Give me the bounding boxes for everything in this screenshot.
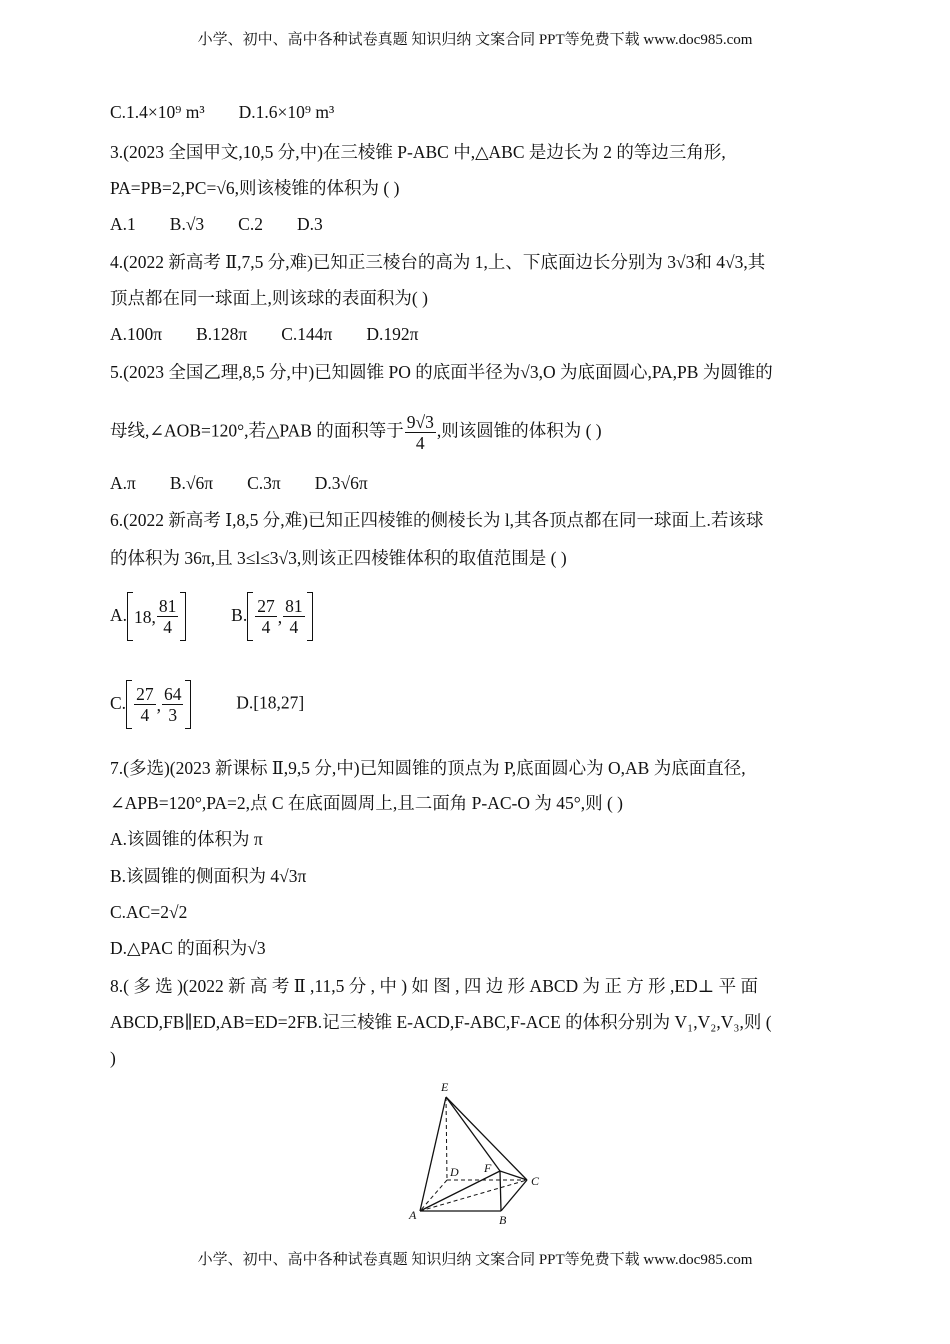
page-header: 小学、初中、高中各种试卷真题 知识归纳 文案合同 PPT等免费下载 www.doc985.com: [197, 32, 753, 48]
label-f: F: [484, 1161, 492, 1175]
q4-stem-line1: 4.(2022 新高考 Ⅱ,7,5 分,难)已知正三棱台的高为 1,上、下底面边长分别为 3√3和 4√3,其: [110, 252, 766, 272]
interval-left: 18: [134, 606, 152, 627]
fraction: [255, 596, 277, 637]
q2-options: [110, 101, 368, 123]
option-label: A.: [110, 604, 128, 625]
q7-option-c: C.AC=2√2: [110, 902, 188, 922]
option: A.100π: [110, 324, 163, 344]
denominator: 3: [168, 705, 178, 725]
denominator: 4: [140, 705, 150, 725]
q6-stem-line2: 的体积为 36π,且 3≤l≤3√3,则该正四棱锥体积的取值范围是 ( ): [110, 548, 567, 568]
q7-option-a: A.该圆锥的体积为 π: [110, 829, 263, 849]
page-footer: 小学、初中、高中各种试卷真题 知识归纳 文案合同 PPT等免费下载 www.doc985.com: [197, 1252, 753, 1268]
interval: 18 , $\frac{81}{4}$: [127, 592, 186, 641]
option: A.1: [110, 214, 136, 234]
option: A.π: [110, 473, 136, 493]
interval: $\frac{27}{4}$ , $\frac{64}{3}$: [126, 680, 191, 729]
option: D.3√6π: [314, 473, 368, 493]
option: D.1.6×10⁹ m³: [238, 102, 335, 122]
option: C.3π: [247, 473, 281, 493]
q6-options-ab: [110, 592, 313, 641]
q8-stem-line1: 8.( 多 选 )(2022 新 高 考 Ⅱ ,11,5 分 , 中 ) 如 图 , 四 边 形 ABCD 为 正 方 形 ,ED⊥ 平 面: [110, 976, 758, 996]
q7-stem-line1: 7.(多选)(2023 新课标 Ⅱ,9,5 分,中)已知圆锥的顶点为 P,底面圆心为 O,AB 为底面直径,: [110, 758, 746, 778]
option: C.144π: [281, 324, 333, 344]
q3-options: [110, 213, 357, 235]
fraction: [405, 412, 436, 453]
q8-stem-line3: ): [110, 1048, 116, 1068]
option: D.3: [296, 214, 323, 234]
option: C.1.4×10⁹ m³: [110, 102, 205, 122]
option: D.192π: [366, 324, 419, 344]
text: ,则该圆锥的体积为 ( ): [436, 420, 602, 441]
option-c: [110, 684, 191, 725]
label-e: E: [441, 1080, 449, 1094]
text: 母线,∠AOB=120°,若△PAB 的面积等于: [110, 420, 404, 441]
option-label: C.: [110, 692, 127, 713]
q5-options: [110, 472, 402, 494]
numerator: 81: [158, 596, 177, 616]
numerator: 9√3: [406, 412, 434, 432]
q3-stem-line1: 3.(2023 全国甲文,10,5 分,中)在三棱锥 P-ABC 中,△ABC 是边长为 2 的等边三角形,: [110, 142, 726, 162]
fraction: [162, 684, 184, 725]
label-c: C: [531, 1174, 540, 1188]
q3-stem-line2: PA=PB=2,PC=√6,则该棱锥的体积为 ( ): [110, 178, 400, 198]
q7-option-b: B.该圆锥的侧面积为 4√3π: [110, 866, 307, 886]
q7-stem-line2: ∠APB=120°,PA=2,点 C 在底面圆周上,且二面角 P-AC-O 为 45°,则 ( ): [110, 793, 623, 813]
q5-stem-line1: 5.(2023 全国乙理,8,5 分,中)已知圆锥 PO 的底面半径为√3,O 为底面圆心,PA,PB 为圆锥的: [110, 362, 773, 382]
q8-stem-line2: ABCD,FB∥ED,AB=ED=2FB.记三棱锥 E-ACD,F-ABC,F-ACE 的体积分别为 V₁,V₂,V₃,则 (: [110, 1012, 772, 1032]
fraction: [283, 596, 305, 637]
numerator: 81: [285, 596, 303, 616]
option-d: D.[18,27]: [236, 692, 305, 713]
option-a: [110, 596, 186, 637]
denominator: 4: [163, 617, 173, 637]
numerator: 27: [257, 596, 275, 616]
option-label: B.: [231, 604, 248, 625]
option: C.2: [238, 214, 263, 234]
q6-options-cd: [110, 680, 304, 729]
fraction: [157, 596, 179, 637]
denominator: 4: [289, 617, 299, 637]
q6-stem-line1: 6.(2022 新高考 Ⅰ,8,5 分,难)已知正四棱锥的侧棱长为 l,其各顶点都在同一球面上.若该球: [110, 510, 764, 530]
pyramid-figure: [400, 1075, 560, 1230]
denominator: 4: [261, 617, 271, 637]
numerator: 27: [136, 684, 154, 704]
option: B.√3: [169, 214, 205, 234]
option-b: [231, 596, 312, 637]
option: B.√6π: [169, 473, 214, 493]
label-b: B: [499, 1213, 507, 1227]
fraction: [134, 684, 156, 725]
denominator: 4: [415, 433, 425, 453]
q5-stem-line2: [110, 412, 602, 453]
q4-options: [110, 323, 453, 345]
option: B.128π: [196, 324, 248, 344]
label-a: A: [409, 1208, 417, 1222]
q7-option-d: D.△PAC 的面积为√3: [110, 938, 266, 958]
q4-stem-line2: 顶点都在同一球面上,则该球的表面积为( ): [110, 288, 428, 308]
numerator: 64: [163, 684, 182, 704]
interval: $\frac{27}{4}$ , $\frac{81}{4}$: [247, 592, 312, 641]
label-d: D: [450, 1165, 459, 1179]
